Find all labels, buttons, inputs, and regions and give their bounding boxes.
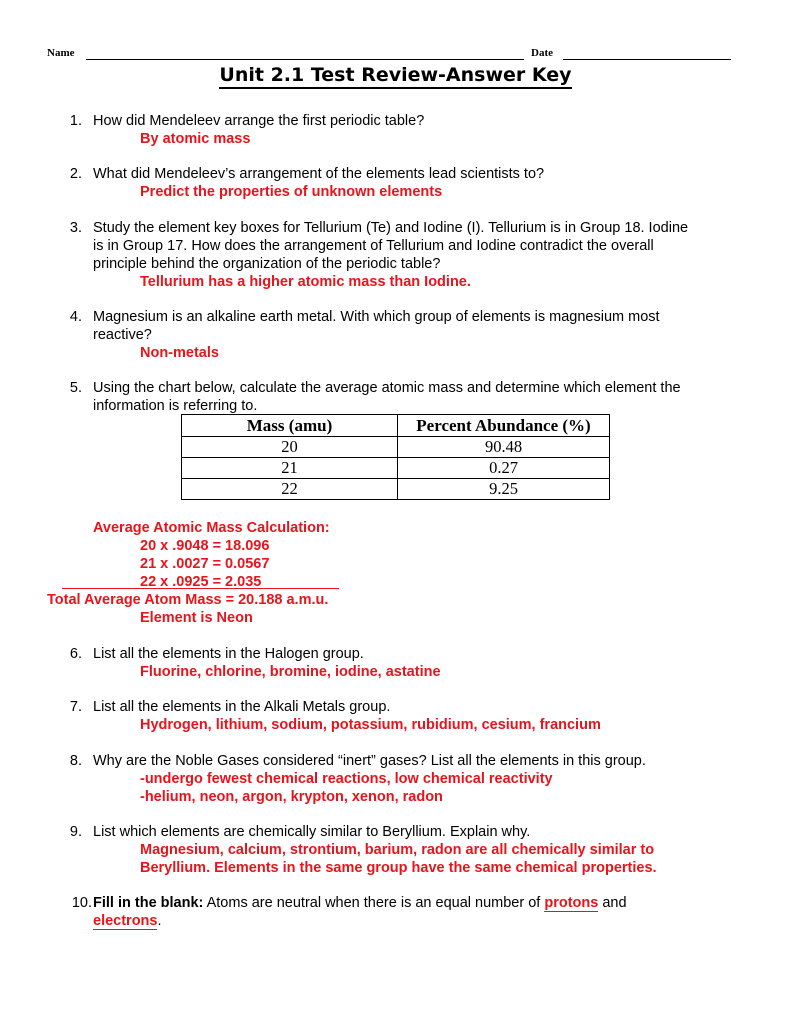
fill-in-label: Fill in the blank: — [93, 895, 204, 911]
table-row — [182, 479, 610, 500]
question-number: 5. — [69, 380, 82, 396]
period: . — [157, 913, 162, 929]
question-number: 2. — [69, 166, 82, 182]
question-text: Magnesium is an alkaline earth metal. With which group of elements is magnesium most — [93, 309, 660, 325]
question-text: is in Group 17. How does the arrangement of Tellurium and Iodine contradict the overall — [93, 238, 654, 254]
answer-text: -undergo fewest chemical reactions, low chemical reactivity — [140, 771, 553, 787]
mass-cell: 20 — [182, 437, 398, 458]
question-text: information is referring to. — [93, 398, 258, 414]
element-answer: Element is Neon — [140, 610, 253, 626]
answer-text: Predict the properties of unknown elements — [140, 184, 443, 200]
table-header-row — [182, 415, 610, 437]
question-number: 7. — [69, 699, 82, 715]
abundance-cell: 9.25 — [398, 479, 610, 500]
question-text: List all the elements in the Alkali Metals group. — [93, 699, 391, 715]
question-number: 4. — [69, 309, 82, 325]
fill-in-question — [93, 894, 627, 912]
question-text: List all the elements in the Halogen group. — [93, 646, 364, 662]
blank-answer: protons — [544, 895, 599, 911]
question-text: principle behind the organization of the periodic table? — [93, 256, 441, 272]
date-label: Date — [531, 47, 553, 59]
question-number: 10. — [71, 895, 92, 911]
calculation-heading: Average Atomic Mass Calculation: — [93, 520, 330, 536]
table-row — [182, 437, 610, 458]
column-header: Percent Abundance (%) — [398, 415, 610, 437]
calculation-step: 22 x .0925 = 2.035 — [140, 574, 262, 590]
date-blank-line[interactable] — [563, 59, 731, 60]
page-title: Unit 2.1 Test Review-Answer Key — [0, 64, 791, 86]
table-row — [182, 458, 610, 479]
question-number: 1. — [69, 113, 82, 129]
fill-in-continuation — [93, 912, 162, 930]
abundance-cell: 0.27 — [398, 458, 610, 479]
question-text: Atoms are neutral when there is an equal number of — [206, 895, 541, 911]
calculation-step: 21 x .0027 = 0.0567 — [140, 556, 270, 572]
blank-answer: electrons — [93, 913, 158, 929]
question-text: and — [602, 895, 627, 911]
sum-divider-line — [62, 588, 339, 589]
question-text: Using the chart below, calculate the average atomic mass and determine which element the — [93, 380, 681, 396]
question-number: 3. — [69, 220, 82, 236]
mass-cell: 22 — [182, 479, 398, 500]
answer-text: Hydrogen, lithium, sodium, potassium, rubidium, cesium, francium — [140, 717, 601, 733]
name-label: Name — [47, 47, 75, 59]
answer-text: Magnesium, calcium, strontium, barium, radon are all chemically similar to — [140, 842, 655, 858]
question-number: 8. — [69, 753, 82, 769]
mass-abundance-table — [181, 414, 610, 500]
question-text: List which elements are chemically similar to Beryllium. Explain why. — [93, 824, 531, 840]
question-text: reactive? — [93, 327, 152, 343]
question-text: What did Mendeleev’s arrangement of the elements lead scientists to? — [93, 166, 545, 182]
mass-cell: 21 — [182, 458, 398, 479]
question-number: 9. — [69, 824, 82, 840]
answer-text: Beryllium. Elements in the same group have the same chemical properties. — [140, 860, 657, 876]
name-blank-line[interactable] — [86, 59, 524, 60]
calculation-step: 20 x .9048 = 18.096 — [140, 538, 270, 554]
question-text: Study the element key boxes for Tellurium (Te) and Iodine (I). Tellurium is in Group 18. Iodine — [93, 220, 689, 236]
question-text: How did Mendeleev arrange the first periodic table? — [93, 113, 425, 129]
question-number: 6. — [69, 646, 82, 662]
answer-text: Tellurium has a higher atomic mass than Iodine. — [140, 274, 471, 290]
calculation-total: Total Average Atom Mass = 20.188 a.m.u. — [47, 592, 329, 608]
answer-text: Fluorine, chlorine, bromine, iodine, astatine — [140, 664, 441, 680]
answer-text: By atomic mass — [140, 131, 251, 147]
answer-text: -helium, neon, argon, krypton, xenon, radon — [140, 789, 443, 805]
answer-text: Non-metals — [140, 345, 219, 361]
column-header: Mass (amu) — [182, 415, 398, 437]
question-text: Why are the Noble Gases considered “inert” gases? List all the elements in this group. — [93, 753, 646, 769]
abundance-cell: 90.48 — [398, 437, 610, 458]
